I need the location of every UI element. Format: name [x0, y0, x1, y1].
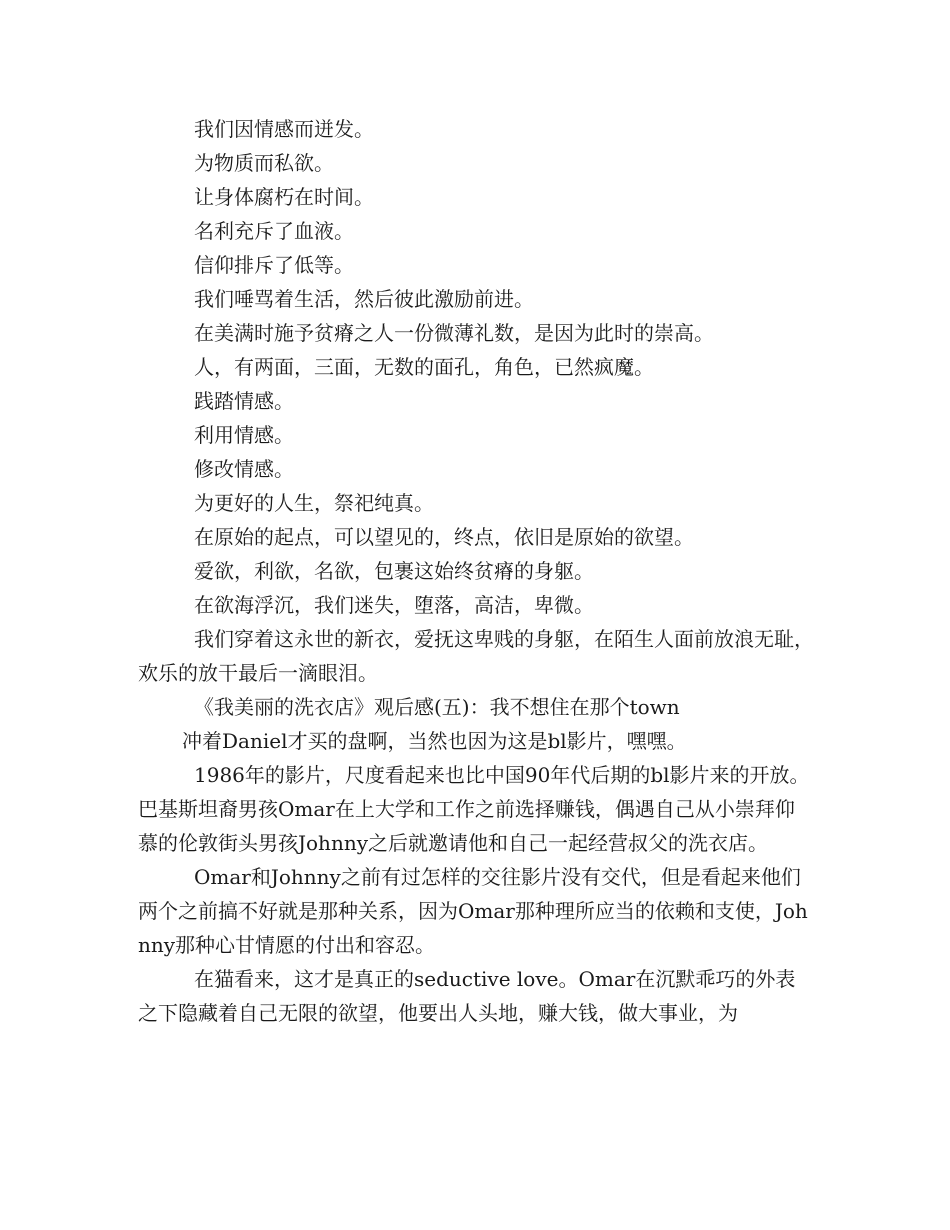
poem-line: 名利充斥了血液。	[194, 219, 354, 243]
poem-line: 为更好的人生，祭祀纯真。	[194, 491, 434, 515]
poem-line: 我们因情感而迸发。	[194, 117, 374, 141]
poem-line: 爱欲，利欲，名欲，包裹这始终贫瘠的身躯。	[194, 559, 594, 583]
poem-line: 人，有两面，三面，无数的面孔，角色，已然疯魔。	[194, 355, 654, 379]
poem-line: 修改情感。	[194, 457, 294, 481]
poem-line: 在美满时施予贫瘠之人一份微薄礼数，是因为此时的崇高。	[194, 321, 714, 345]
poem-line: 在欲海浮沉，我们迷失，堕落，高洁，卑微。	[194, 593, 594, 617]
body-paragraph: 1986年的影片，尺度看起来也比中国90年代后期的bl影片来的开放。巴基斯坦裔男孩Omar在上大学和工作之前选择赚钱，偶遇自己从小崇拜仰慕的伦敦街头男孩Johnny之后就邀请他和自己一起经营叔父的洗衣店。	[138, 763, 810, 855]
poem-line: 在原始的起点，可以望见的，终点，依旧是原始的欲望。	[194, 525, 694, 549]
article-body	[138, 112, 814, 1030]
section-title: 《我美丽的洗衣店》观后感(五)：我不想住在那个town	[194, 695, 680, 719]
poem-line: 让身体腐朽在时间。	[194, 185, 374, 209]
poem-line: 利用情感。	[194, 423, 294, 447]
body-paragraph: 在猫看来，这才是真正的seductive love。Omar在沉默乖巧的外表之下隐藏着自己无限的欲望，他要出人头地，赚大钱，做大事业，为	[138, 967, 796, 1025]
poem-line: 践踏情感。	[194, 389, 294, 413]
poem-line: 我们唾骂着生活，然后彼此激励前进。	[194, 287, 534, 311]
poem-line: 信仰排斥了低等。	[194, 253, 354, 277]
body-paragraph: Omar和Johnny之前有过怎样的交往影片没有交代，但是看起来他们两个之前搞不好就是那种关系，因为Omar那种理所应当的依赖和支使，Johnny那种心甘情愿的付出和容忍。	[138, 865, 808, 957]
poem-line: 为物质而私欲。	[194, 151, 334, 175]
body-paragraph: 冲着Daniel才买的盘啊，当然也因为这是bl影片，嘿嘿。	[182, 729, 687, 753]
poem-paragraph: 我们穿着这永世的新衣，爱抚这卑贱的身躯，在陌生人面前放浪无耻，欢乐的放干最后一滴眼泪。	[138, 627, 814, 685]
